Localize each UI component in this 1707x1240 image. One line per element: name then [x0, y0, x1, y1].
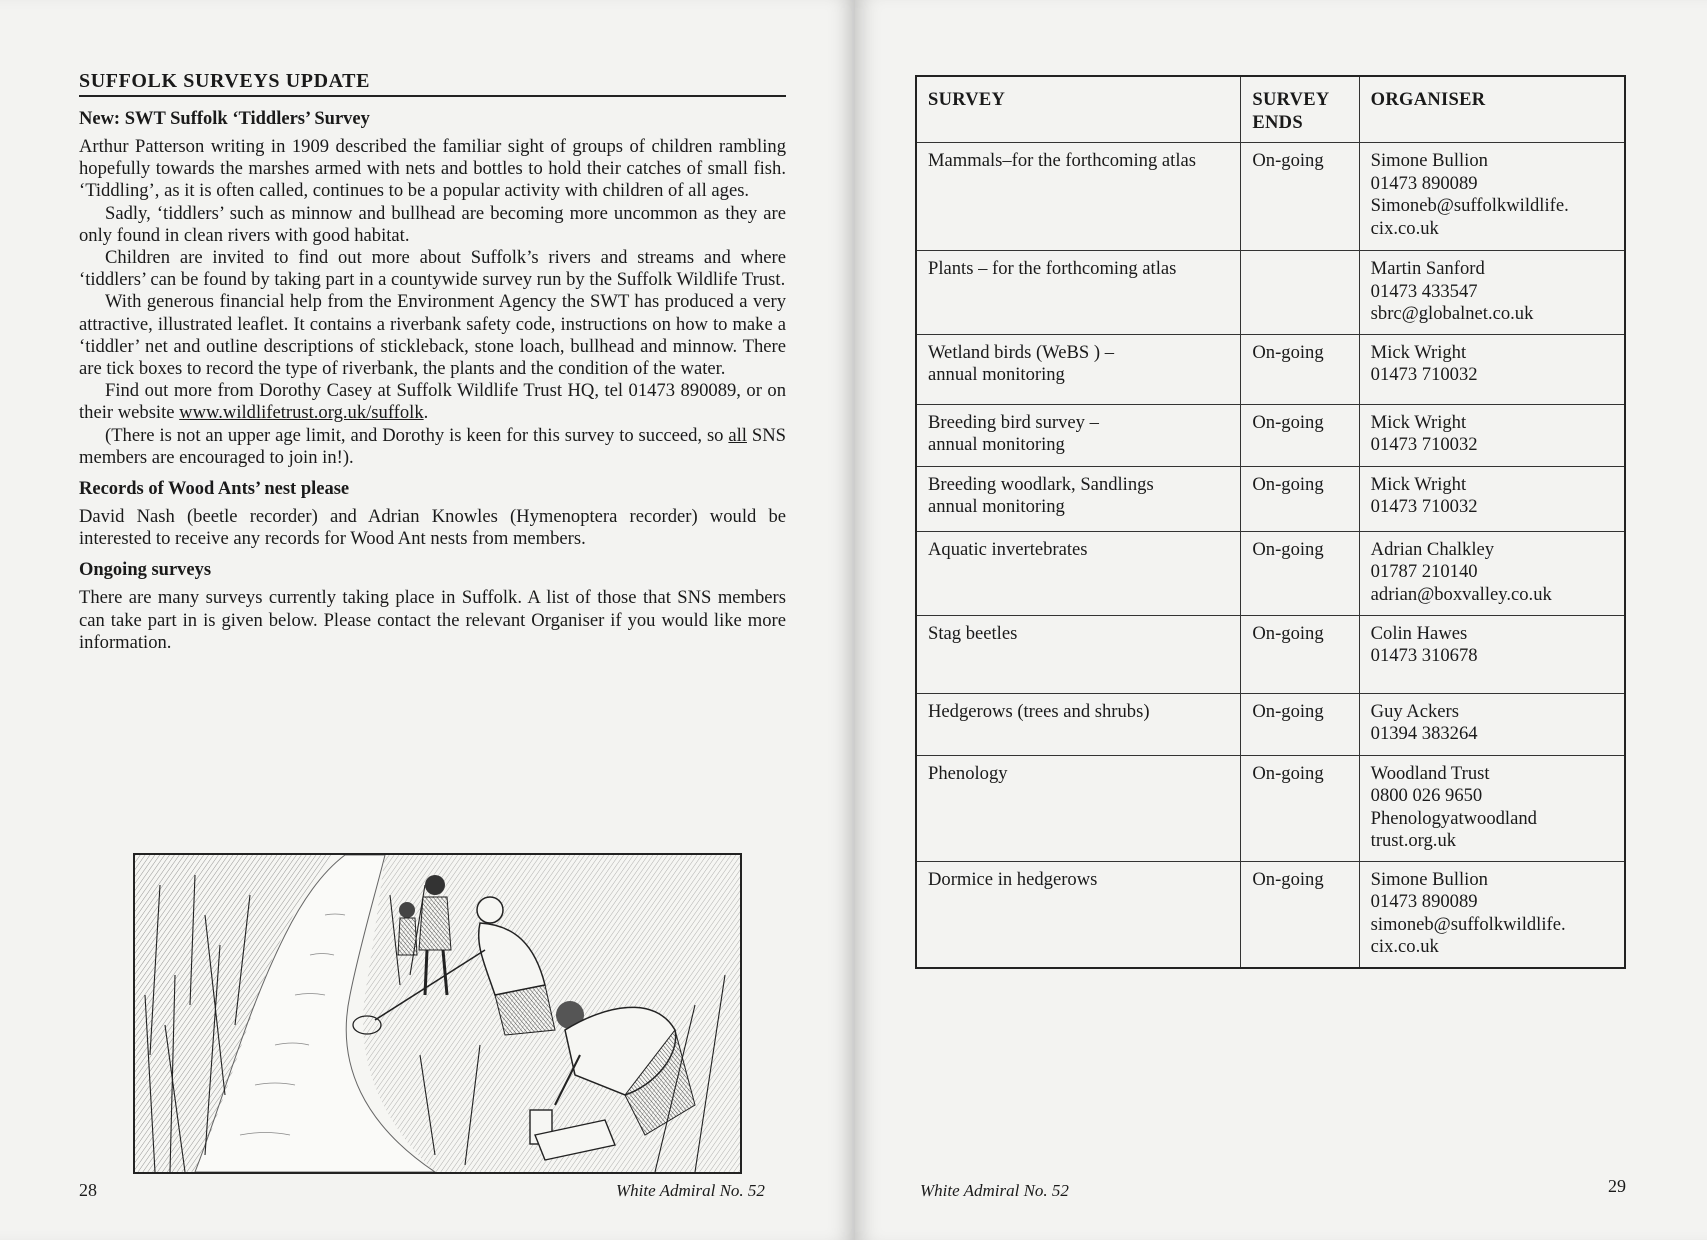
organiser-cell-line: sbrc@globalnet.co.uk — [1370, 303, 1534, 324]
survey-cell-line: Mammals–for the forthcoming atlas — [928, 150, 1196, 171]
survey-cell — [916, 693, 1241, 755]
organiser-cell — [1359, 466, 1625, 531]
age-note-start: (There is not an upper age limit, and Dorothy is keen for this survey to succeed, so — [105, 424, 729, 446]
table-body — [916, 143, 1625, 968]
organiser-cell-line: 01473 710032 — [1370, 364, 1478, 385]
tiddlers-paragraph-1: Arthur Patterson writing in 1909 described the familiar sight of groups of children rambling hopefully towards the marshes armed with nets and bottles to hold their catches of small fish. ‘Tiddling’, as it is often called, continues to be a popular activity with children of all ages. — [79, 136, 786, 202]
table-row — [916, 615, 1625, 693]
survey-cell-line: Aquatic invertebrates — [928, 538, 1088, 560]
section-title: SUFFOLK SURVEYS UPDATE — [79, 70, 786, 97]
header-survey: SURVEY — [916, 76, 1241, 143]
running-header-right: White Admiral No. 52 — [920, 1181, 1069, 1200]
organiser-cell-line: 01787 210140 — [1370, 561, 1478, 582]
survey-ends-cell: On-going — [1241, 615, 1359, 693]
survey-ends-cell: On-going — [1241, 466, 1359, 531]
organiser-cell-line: 01473 890089 — [1370, 172, 1478, 194]
organiser-cell-line: Martin Sanford — [1370, 258, 1485, 279]
header-ends-line2: ENDS — [1252, 112, 1303, 133]
tiddlers-paragraph-2: Sadly, ‘tiddlers’ such as minnow and bullhead are becoming more uncommon as they are only found in clean rivers with good habitat. — [79, 202, 786, 246]
header-ends-line1: SURVEY — [1252, 90, 1330, 110]
running-footer-left: White Admiral No. 52 — [616, 1181, 765, 1200]
survey-cell — [916, 466, 1241, 531]
survey-cell-line: Breeding bird survey – — [928, 411, 1099, 433]
organiser-cell — [1359, 143, 1625, 251]
organiser-cell-line: 01473 710032 — [1370, 434, 1478, 455]
survey-cell-line: Breeding woodlark, Sandlings — [928, 473, 1154, 495]
table-row — [916, 334, 1625, 404]
organiser-cell — [1359, 531, 1625, 615]
survey-cell — [916, 531, 1241, 615]
survey-cell-line: Hedgerows (trees and shrubs) — [928, 700, 1150, 722]
survey-cell-line: Phenology — [928, 762, 1008, 784]
organiser-cell-line: trust.org.uk — [1370, 830, 1457, 851]
organiser-cell — [1359, 334, 1625, 404]
organiser-cell-line: Colin Hawes — [1370, 622, 1468, 644]
survey-ends-cell: On-going — [1241, 861, 1359, 968]
organiser-cell — [1359, 251, 1625, 335]
organiser-cell-line: 01473 890089 — [1370, 891, 1478, 912]
organiser-cell-line: Woodland Trust — [1370, 762, 1490, 784]
survey-ends-cell: On-going — [1241, 755, 1359, 861]
survey-cell-line: Wetland birds (WeBS ) – — [928, 341, 1115, 363]
survey-cell — [916, 251, 1241, 335]
table-row — [916, 251, 1625, 335]
table-row — [916, 861, 1625, 968]
surveys-table — [915, 75, 1626, 969]
organiser-cell-line: 01473 433547 — [1370, 280, 1478, 302]
contact-text-end: . — [423, 402, 429, 424]
survey-cell — [916, 755, 1241, 861]
organiser-cell — [1359, 615, 1625, 693]
contact-text: Find out more from Dorothy Casey at Suffolk Wildlife Trust HQ, tel 01473 890089, or on their website — [79, 380, 786, 424]
organiser-cell-line: Simone Bullion — [1370, 868, 1488, 890]
survey-cell — [916, 143, 1241, 251]
organiser-cell — [1359, 755, 1625, 861]
survey-ends-cell: On-going — [1241, 404, 1359, 466]
tiddling-illustration — [133, 853, 742, 1174]
ongoing-heading: Ongoing surveys — [79, 560, 212, 581]
survey-ends-cell: On-going — [1241, 334, 1359, 404]
survey-cell — [916, 334, 1241, 404]
organiser-cell-line: Phenologyatwoodland — [1370, 807, 1537, 829]
ongoing-paragraph: There are many surveys currently taking place in Suffolk. A list of those that SNS members can take part in is given below. Please contact the relevant Organiser if you would like more information. — [79, 587, 786, 653]
organiser-cell — [1359, 693, 1625, 755]
organiser-cell-line: Simoneb@suffolkwildlife. — [1370, 195, 1569, 216]
website-link[interactable]: www.wildlifetrust.org.uk/suffolk — [179, 402, 424, 424]
age-note-end: SNS members are encouraged to join in!). — [79, 424, 786, 468]
survey-cell-line: annual monitoring — [928, 496, 1065, 517]
tiddlers-paragraph-3: Children are invited to find out more about Suffolk’s rivers and streams and where ‘tiddlers’ can be found by taking part in a countywide survey run by the Suffolk Wildlife Trust. — [79, 247, 786, 291]
wood-ants-paragraph: David Nash (beetle recorder) and Adrian Knowles (Hymenoptera recorder) would be interested to receive any records for Wood Ant nests from members. — [79, 506, 786, 550]
table-row — [916, 143, 1625, 251]
survey-cell-line: Stag beetles — [928, 622, 1018, 644]
header-survey-ends — [1241, 76, 1359, 143]
tiddling-drawing — [135, 855, 740, 1172]
table-row — [916, 531, 1625, 615]
organiser-cell-line: simoneb@suffolkwildlife. — [1370, 913, 1566, 935]
organiser-cell-line: Mick Wright — [1370, 473, 1467, 495]
tiddlers-heading: New: SWT Suffolk ‘Tiddlers’ Survey — [79, 109, 370, 129]
survey-cell — [916, 615, 1241, 693]
tiddlers-paragraph-4: With generous financial help from the Environment Agency the SWT has produced a very attractive, illustrated leaflet. It contains a riverbank safety code, instructions on how to make a ‘tiddler’ net and outline descriptions of stickleback, stone loach, bullhead and minnow. There are tick boxes to record the type of riverbank, the plants and the condition of the water. — [79, 291, 786, 380]
survey-ends-cell: On-going — [1241, 693, 1359, 755]
page-number-right: 29 — [1608, 1176, 1626, 1196]
organiser-cell-line: Guy Ackers — [1370, 700, 1459, 722]
organiser-cell-line: 01394 383264 — [1370, 723, 1478, 744]
organiser-cell-line: cix.co.uk — [1370, 217, 1439, 239]
organiser-cell-line: Mick Wright — [1370, 341, 1467, 363]
age-note-underlined: all — [728, 424, 747, 446]
organiser-cell — [1359, 404, 1625, 466]
survey-ends-cell: On-going — [1241, 531, 1359, 615]
table-row — [916, 466, 1625, 531]
organiser-cell-line: 01473 710032 — [1370, 496, 1478, 517]
organiser-cell-line: cix.co.uk — [1370, 936, 1439, 957]
survey-cell — [916, 404, 1241, 466]
survey-cell-line: Plants – for the forthcoming atlas — [928, 258, 1177, 279]
organiser-cell-line: Adrian Chalkley — [1370, 538, 1495, 560]
survey-cell-line: annual monitoring — [928, 364, 1065, 385]
organiser-cell-line: Simone Bullion — [1370, 150, 1488, 171]
left-page-content — [79, 70, 786, 654]
survey-ends-cell — [1241, 251, 1359, 335]
table-row — [916, 404, 1625, 466]
survey-cell — [916, 861, 1241, 968]
table-header-row — [916, 76, 1625, 143]
organiser-cell — [1359, 861, 1625, 968]
tiddlers-paragraph-5 — [79, 380, 786, 424]
organiser-cell-line: 01473 310678 — [1370, 645, 1478, 666]
page-number-left: 28 — [79, 1180, 97, 1200]
organiser-cell-line: Mick Wright — [1370, 411, 1467, 433]
wood-ants-heading: Records of Wood Ants’ nest please — [79, 479, 350, 500]
survey-ends-cell: On-going — [1241, 143, 1359, 251]
survey-cell-line: Dormice in hedgerows — [928, 868, 1098, 890]
organiser-cell-line: adrian@boxvalley.co.uk — [1370, 583, 1552, 605]
table-row — [916, 755, 1625, 861]
tiddlers-paragraph-6 — [79, 425, 786, 469]
table-row — [916, 693, 1625, 755]
survey-cell-line: annual monitoring — [928, 434, 1065, 455]
header-organiser: ORGANISER — [1359, 76, 1625, 143]
organiser-cell-line: 0800 026 9650 — [1370, 785, 1483, 806]
